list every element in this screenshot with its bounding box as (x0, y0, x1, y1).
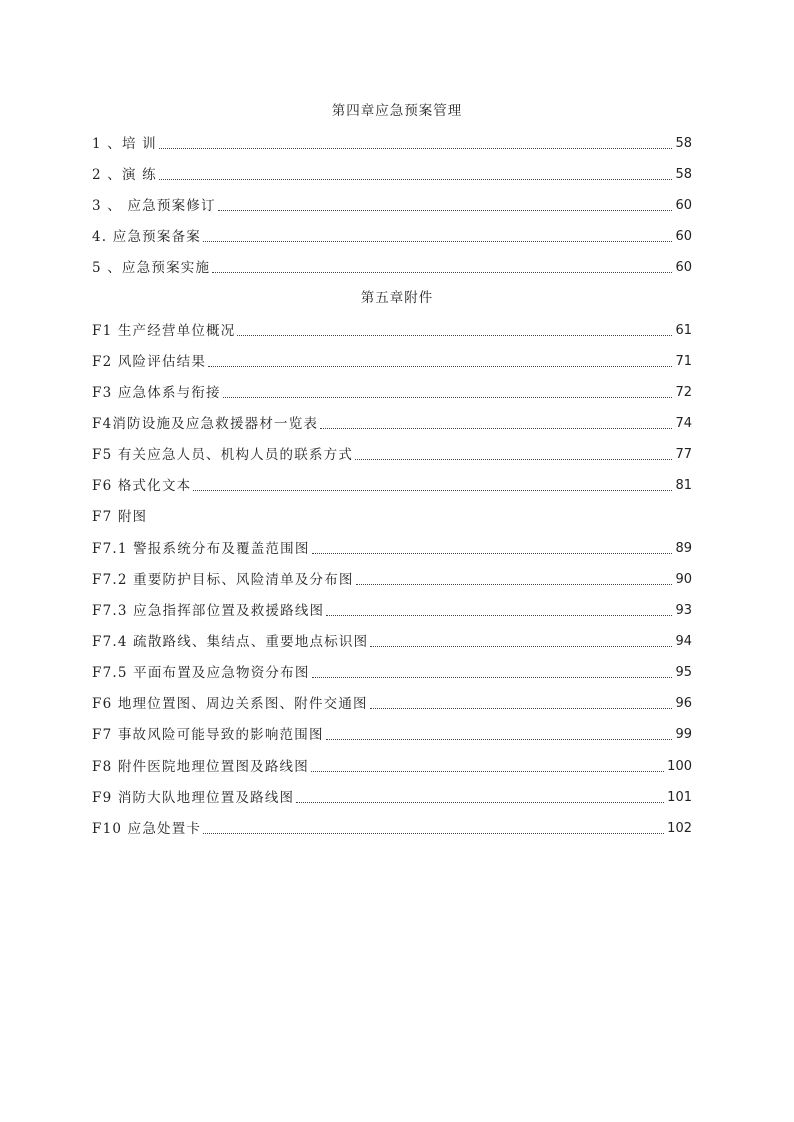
toc-entry[interactable] (92, 789, 692, 807)
toc-entry-label: 2 、演 练 (92, 167, 157, 183)
toc-entry-page: 58 (675, 136, 692, 151)
toc-entry[interactable] (92, 384, 692, 402)
toc-entry[interactable] (92, 758, 692, 776)
toc-entry-label: F6 格式化文本 (92, 478, 192, 494)
toc-entry[interactable] (92, 259, 692, 277)
toc-entry-label: F10 应急处置卡 (92, 821, 202, 837)
toc-entry[interactable] (92, 228, 692, 246)
toc-entry-page: 101 (667, 790, 692, 805)
toc-entry-page: 95 (675, 665, 692, 680)
dot-leader (320, 428, 672, 429)
dot-leader (159, 179, 673, 180)
dot-leader (193, 490, 672, 491)
toc-entry[interactable] (92, 571, 692, 589)
toc-entry-label: F7.1 警报系统分布及覆盖范围图 (92, 541, 310, 557)
toc-entry-page: 96 (675, 696, 692, 711)
toc-entry[interactable] (92, 540, 692, 558)
toc-entry[interactable] (92, 353, 692, 371)
toc-entry-label: 1 、培 训 (92, 136, 157, 152)
toc-entry-page: 89 (675, 541, 692, 556)
toc-entry[interactable] (92, 446, 692, 464)
dot-leader (203, 833, 664, 834)
toc-entry[interactable] (92, 633, 692, 651)
dot-leader (208, 366, 672, 367)
toc-entry-label: F2 风险评估结果 (92, 354, 207, 370)
toc-entry-page: 99 (675, 727, 692, 742)
dot-leader (326, 615, 672, 616)
dot-leader (312, 553, 673, 554)
toc-entry-page: 77 (675, 447, 692, 462)
toc-entry-page: 100 (667, 759, 692, 774)
toc-entry-label: 5 、应急预案实施 (92, 260, 211, 276)
toc-entry-label: F7.4 疏散路线、集结点、重要地点标识图 (92, 634, 369, 650)
dot-leader (355, 459, 672, 460)
dot-leader (370, 646, 672, 647)
toc-entry-page: 71 (675, 354, 692, 369)
dot-leader (223, 397, 673, 398)
toc-entry-page: 58 (675, 167, 692, 182)
toc-entry[interactable] (92, 166, 692, 184)
toc-entry[interactable] (92, 135, 692, 153)
chapter-5-title: 第五章附件 (360, 290, 434, 306)
toc-entry-heading[interactable] (92, 508, 692, 526)
toc-entry[interactable] (92, 477, 692, 495)
toc-entry[interactable] (92, 415, 692, 433)
toc-entry-label: F5 有关应急人员、机构人员的联系方式 (92, 447, 354, 463)
dot-leader (326, 739, 673, 740)
toc-entry-page: 60 (675, 198, 692, 213)
dot-leader (356, 584, 673, 585)
toc-entry[interactable] (92, 197, 692, 215)
toc-entry-label: F8 附件医院地理位置图及路线图 (92, 759, 309, 775)
toc-entry[interactable] (92, 602, 692, 620)
toc-entry-label: 3 、 应急预案修订 (92, 198, 216, 214)
dot-leader (237, 335, 672, 336)
toc-entry-page: 90 (675, 572, 692, 587)
toc-entry-page: 60 (675, 260, 692, 275)
dot-leader (212, 272, 672, 273)
toc-entry-label: F1 生产经营单位概况 (92, 323, 236, 339)
dot-leader (203, 241, 672, 242)
dot-leader (159, 148, 673, 149)
dot-leader (370, 708, 673, 709)
toc-entry-page: 60 (675, 229, 692, 244)
toc-entry[interactable] (92, 726, 692, 744)
toc-entry-label: F9 消防大队地理位置及路线图 (92, 790, 295, 806)
toc-entry-label: F4消防设施及应急救援器材一览表 (92, 416, 319, 432)
toc-entry-label: 4. 应急预案备案 (92, 229, 201, 245)
toc-entry-label: F7.5 平面布置及应急物资分布图 (92, 665, 310, 681)
toc-entry[interactable] (92, 820, 692, 838)
toc-entry-label: F3 应急体系与衔接 (92, 385, 221, 401)
dot-leader (311, 771, 664, 772)
toc-entry[interactable] (92, 695, 692, 713)
toc-entry-page: 72 (675, 385, 692, 400)
toc-entry[interactable] (92, 664, 692, 682)
chapter-4-title: 第四章应急预案管理 (331, 103, 463, 119)
dot-leader (312, 677, 673, 678)
toc-entry-page: 61 (675, 323, 692, 338)
dot-leader (296, 802, 664, 803)
toc-entry-page: 102 (667, 821, 692, 836)
toc-entry-label: F7 事故风险可能导致的影响范围图 (92, 727, 324, 743)
toc-entry-page: 81 (675, 478, 692, 493)
toc-entry-label: F7.3 应急指挥部位置及救援路线图 (92, 603, 325, 619)
dot-leader (218, 210, 673, 211)
toc-entry-label: F6 地理位置图、周边关系图、附件交通图 (92, 696, 368, 712)
toc-entry-page: 93 (675, 603, 692, 618)
toc-entry-page: 74 (675, 416, 692, 431)
toc-entry-label: F7.2 重要防护目标、风险清单及分布图 (92, 572, 354, 588)
toc-entry-label: F7 附图 (92, 509, 148, 525)
toc-entry[interactable] (92, 322, 692, 340)
toc-entry-page: 94 (675, 634, 692, 649)
